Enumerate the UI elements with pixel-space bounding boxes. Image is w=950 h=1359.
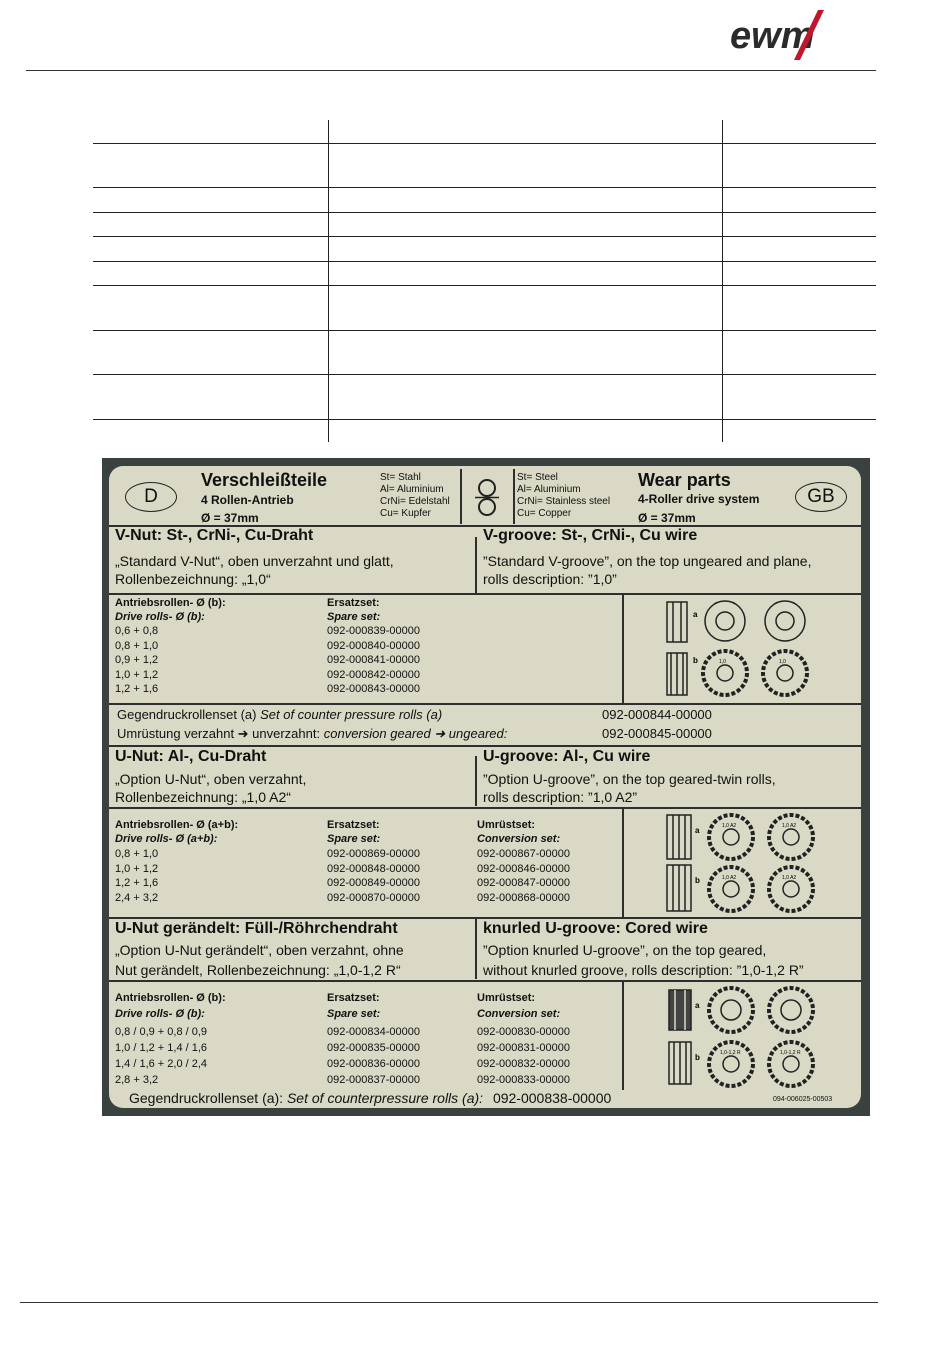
title-en: Wear parts <box>638 470 731 490</box>
col-header: Ersatzset: <box>327 819 380 831</box>
section-k-conv-list <box>477 1024 570 1088</box>
section-k-title-de: U-Nut gerändelt: Füll-/Röhrchendraht <box>115 920 398 937</box>
table-row-line <box>93 419 876 420</box>
legend-item: Al= Aluminium <box>517 484 581 495</box>
table-cell: 092-000841-00000 <box>327 654 420 667</box>
header-rule <box>26 70 876 71</box>
table-cell: 092-000832-00000 <box>477 1058 570 1070</box>
roll-mark: 1,0-1,2 R <box>720 1050 741 1056</box>
footer-rule <box>20 1302 878 1303</box>
section-u-title-en: U-groove: Al-, Cu wire <box>483 748 651 765</box>
table-cell: 092-000836-00000 <box>327 1058 420 1070</box>
section-v-title-de: V-Nut: St-, CrNi-, Cu-Draht <box>115 527 314 544</box>
table-cell: 1,4 / 1,6 + 2,0 / 2,4 <box>115 1058 208 1070</box>
section-divider <box>475 919 477 979</box>
drive-symbol-icon <box>473 477 501 519</box>
table-cell: 2,4 + 3,2 <box>115 891 159 904</box>
section-u-desc-de-1: „Option U-Nut“, oben verzahnt, <box>115 771 307 787</box>
legend-item: St= Stahl <box>380 472 421 483</box>
header-divider <box>460 469 462 524</box>
legend-item: Al= Aluminium <box>380 484 444 495</box>
col-header: Antriebsrollen- Ø (b): <box>115 992 226 1004</box>
table-row-line <box>93 261 876 262</box>
col-header: Umrüstset: <box>477 819 536 831</box>
table-cell: 092-000848-00000 <box>327 862 420 875</box>
section-v-rolls-illustration <box>629 597 859 701</box>
col-header: Umrüstset: <box>477 992 536 1004</box>
table-cell: 092-000847-00000 <box>477 877 570 890</box>
section-v-conversion-no: 092-000845-00000 <box>602 726 712 741</box>
section-rule <box>109 593 861 595</box>
section-k-desc-de-2: Nut gerändelt, Rollenbezeichnung: „1,0-1,2 R“ <box>115 962 401 978</box>
legend-en <box>517 472 610 520</box>
drive-rolls-icon <box>629 811 859 915</box>
table-cell: 0,9 + 1,2 <box>115 654 159 667</box>
roll-b-label: b <box>695 876 700 885</box>
roll-b-label: b <box>693 656 698 665</box>
section-k-desc-en-2: without knurled groove, rolls description: ”1,0-1,2 R” <box>483 962 804 978</box>
section-k-rolls-illustration <box>629 984 859 1090</box>
empty-table <box>93 120 876 442</box>
legend-item: Cu= Kupfer <box>380 508 431 519</box>
section-u-desc-en-2: rolls description: ”1,0 A2” <box>483 789 638 805</box>
table-cell: 092-000870-00000 <box>327 891 420 904</box>
section-rule <box>109 703 861 705</box>
section-divider <box>475 537 477 593</box>
table-row-line <box>93 236 876 237</box>
footer-pressure <box>129 1090 611 1106</box>
table-col-divider <box>328 120 329 442</box>
section-v-dia-list <box>115 624 158 697</box>
col-header: Drive rolls- Ø (b): <box>115 611 205 623</box>
roll-mark: 1,0 A2 <box>782 823 797 829</box>
legend-item: St= Steel <box>517 472 558 483</box>
section-rule <box>109 980 861 982</box>
country-badge-de: D <box>125 482 177 512</box>
table-cell: 092-000839-00000 <box>327 625 420 637</box>
col-header: Spare set: <box>327 833 381 845</box>
table-cell: 1,0 + 1,2 <box>115 862 159 875</box>
table-col-divider <box>722 120 723 442</box>
table-row-line <box>93 285 876 286</box>
col-header: Spare set: <box>327 611 381 623</box>
section-rule <box>109 745 861 747</box>
section-k-spare-list <box>327 1024 420 1088</box>
roll-mark: 1,0 A2 <box>722 875 737 881</box>
table-cell: 1,0 / 1,2 + 1,4 / 1,6 <box>115 1042 208 1054</box>
ewm-logo <box>728 6 858 62</box>
col-header: Ersatzset: <box>327 992 380 1004</box>
section-v-pressure-no: 092-000844-00000 <box>602 707 712 722</box>
section-v-desc-en-2: rolls description: ”1,0” <box>483 571 617 587</box>
roll-b-label: b <box>695 1053 700 1062</box>
section-k-desc-de-1: „Option U-Nut gerändelt“, oben verzahnt, ohne <box>115 942 404 958</box>
roll-mark: 1,0 <box>779 659 786 665</box>
table-cell: 1,2 + 1,6 <box>115 877 159 890</box>
diameter-en: Ø = 37mm <box>638 511 696 525</box>
wear-parts-label <box>102 458 870 1116</box>
document-number: 094-006025-00503 <box>773 1096 833 1103</box>
col-header: Antriebsrollen- Ø (a+b): <box>115 819 239 831</box>
table-cell: 0,8 + 1,0 <box>115 639 159 652</box>
table-cell: 092-000833-00000 <box>477 1074 570 1086</box>
table-cell: 092-000831-00000 <box>477 1042 570 1054</box>
country-badge-gb: GB <box>795 482 847 512</box>
conversion-label-de: Umrüstung verzahnt ➜ unverzahnt: <box>117 726 321 741</box>
header-divider <box>513 469 515 524</box>
section-v-pressure <box>117 707 442 722</box>
roll-mark: 1,0 <box>719 659 726 665</box>
title-de: Verschleißteile <box>201 470 328 490</box>
section-divider <box>475 756 477 806</box>
roll-mark: 1,0-1,2 R <box>780 1050 801 1056</box>
table-cell: 1,0 + 1,2 <box>115 668 159 681</box>
table-cell: 092-000843-00000 <box>327 683 420 696</box>
section-rule <box>109 917 861 919</box>
table-cell: 092-000834-00000 <box>327 1026 420 1038</box>
section-rule <box>109 807 861 809</box>
section-v-desc-de-1: „Standard V-Nut“, oben unverzahnt und glatt, <box>115 553 394 569</box>
footer-pressure-label-de: Gegendruckrollenset (a): <box>129 1090 284 1106</box>
drive-rolls-icon <box>629 597 859 701</box>
col-header: Drive rolls- Ø (a+b): <box>115 833 218 845</box>
roll-mark: 1,0 A2 <box>722 823 737 829</box>
section-u-rolls-illustration <box>629 811 859 915</box>
table-cell: 2,8 + 3,2 <box>115 1074 159 1086</box>
section-v-desc-de-2: Rollenbezeichnung: „1,0“ <box>115 571 271 587</box>
table-cell: 0,6 + 0,8 <box>115 625 159 637</box>
col-header: Drive rolls- Ø (b): <box>115 1008 205 1020</box>
legend-item: CrNi= Stainless steel <box>517 496 611 507</box>
legend-item: Cu= Copper <box>517 508 572 519</box>
section-u-spare-list <box>327 847 420 905</box>
col-header: Antriebsrollen- Ø (b): <box>115 597 226 609</box>
pressure-label-de: Gegendruckrollenset (a) <box>117 707 257 722</box>
image-divider <box>622 980 624 1090</box>
col-header: Ersatzset: <box>327 597 380 609</box>
ewm-logo-mark <box>728 6 858 62</box>
image-divider <box>622 593 624 703</box>
table-cell: 092-000868-00000 <box>477 891 570 904</box>
table-row-line <box>93 143 876 144</box>
section-v-spare-list <box>327 624 420 697</box>
roll-a-label: a <box>695 1001 700 1010</box>
conversion-label-en: conversion geared ➜ ungeared: <box>323 726 508 741</box>
subtitle-en: 4-Roller drive system <box>638 492 760 506</box>
table-cell: 1,2 + 1,6 <box>115 683 159 696</box>
table-cell: 092-000842-00000 <box>327 668 420 681</box>
section-u-desc-en-1: ”Option U-groove”, on the top geared-twin rolls, <box>483 771 776 787</box>
table-cell: 092-000840-00000 <box>327 639 420 652</box>
table-cell: 0,8 / 0,9 + 0,8 / 0,9 <box>115 1026 208 1038</box>
table-cell: 0,8 + 1,0 <box>115 848 159 860</box>
section-u-conv-list <box>477 847 570 905</box>
section-v-conversion <box>117 726 507 742</box>
diameter-de: Ø = 37mm <box>201 511 259 525</box>
roll-mark: 1,0 A2 <box>782 875 797 881</box>
section-u-title-de: U-Nut: Al-, Cu-Draht <box>115 748 267 765</box>
footer-pressure-no: 092-000838-00000 <box>492 1090 612 1106</box>
legend-item: CrNi= Edelstahl <box>380 496 450 507</box>
drive-rolls-icon <box>629 984 859 1090</box>
table-cell: 092-000869-00000 <box>327 848 420 860</box>
roll-a-label: a <box>695 826 700 835</box>
section-k-dia-list <box>115 1024 207 1088</box>
table-cell: 092-000849-00000 <box>327 877 420 890</box>
footer-pressure-label-en: Set of counterpressure rolls (a): <box>286 1090 484 1106</box>
roll-a-label: a <box>693 610 698 619</box>
subtitle-de: 4 Rollen-Antrieb <box>201 493 294 507</box>
legend-de <box>380 472 450 520</box>
table-row-line <box>93 212 876 213</box>
col-header: Spare set: <box>327 1008 381 1020</box>
col-header: Conversion set: <box>477 833 561 845</box>
col-header: Conversion set: <box>477 1008 561 1020</box>
table-cell: 092-000835-00000 <box>327 1042 420 1054</box>
table-row-line <box>93 187 876 188</box>
table-row-line <box>93 374 876 375</box>
section-v-desc-en-1: ”Standard V-groove”, on the top ungeared and plane, <box>483 553 812 569</box>
section-u-dia-list <box>115 847 158 905</box>
logo-text: ewm <box>730 15 815 57</box>
section-v-title-en: V-groove: St-, CrNi-, Cu wire <box>483 527 698 544</box>
pressure-label-en: Set of counter pressure rolls (a) <box>260 707 443 722</box>
section-k-title-en: knurled U-groove: Cored wire <box>483 920 708 937</box>
label-panel <box>109 466 861 1108</box>
table-cell: 092-000837-00000 <box>327 1074 420 1086</box>
table-cell: 092-000867-00000 <box>477 848 570 860</box>
table-cell: 092-000846-00000 <box>477 862 570 875</box>
table-cell: 092-000830-00000 <box>477 1026 570 1038</box>
image-divider <box>622 807 624 917</box>
section-k-desc-en-1: ”Option knurled U-groove”, on the top geared, <box>483 942 767 958</box>
table-row-line <box>93 330 876 331</box>
section-u-desc-de-2: Rollenbezeichnung: „1,0 A2“ <box>115 789 291 805</box>
